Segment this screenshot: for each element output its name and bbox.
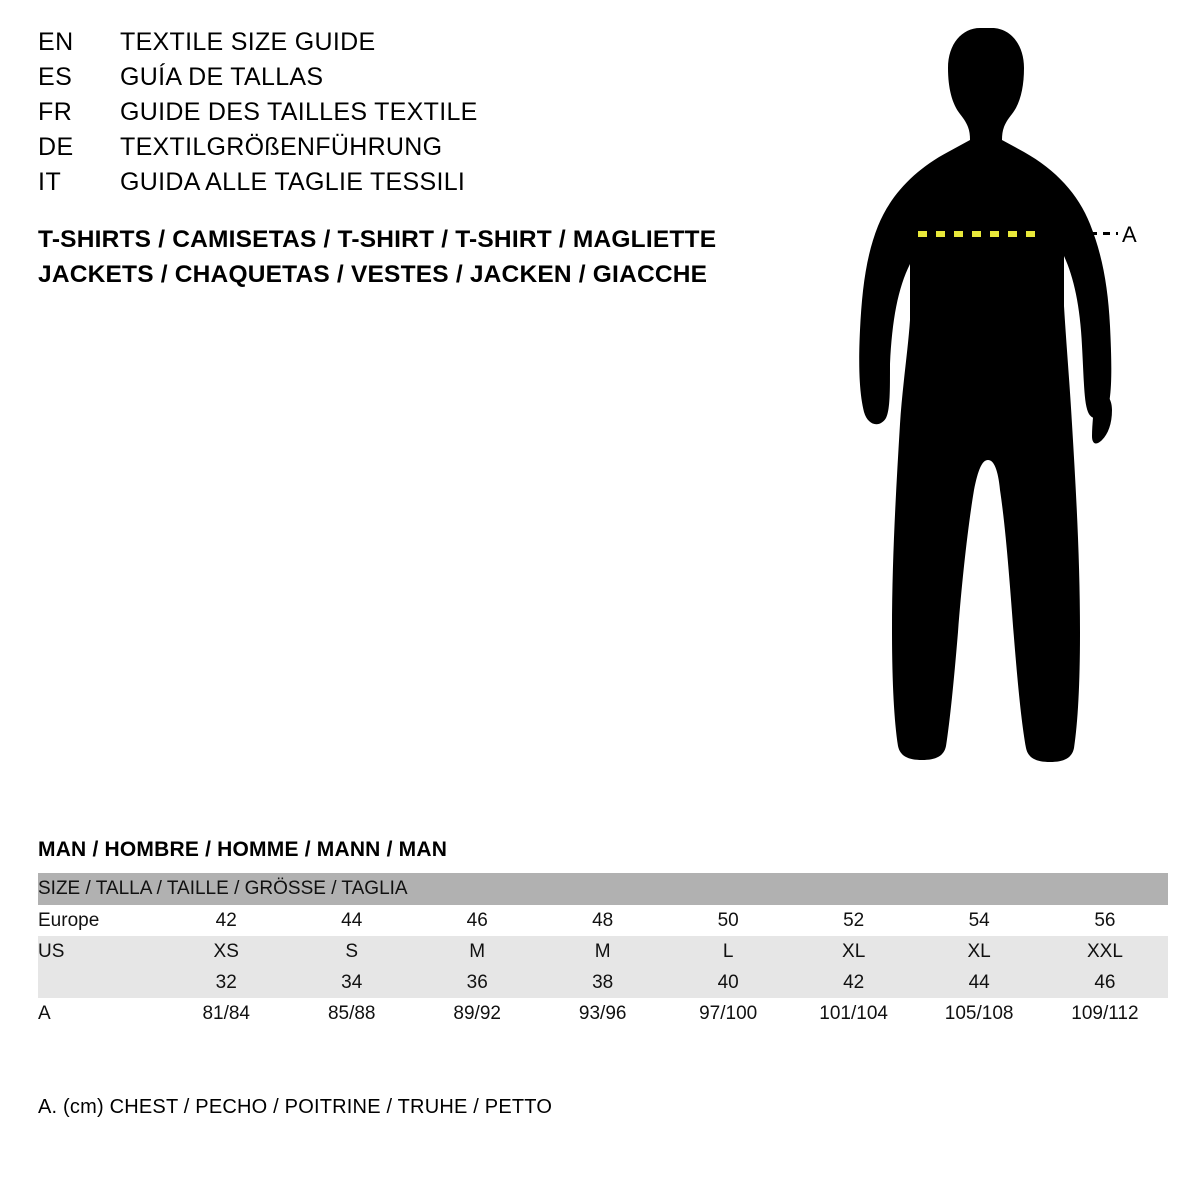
row-label-a: A	[38, 998, 163, 1029]
row-label-us: US	[38, 936, 163, 967]
cell-chest-0: 81/84	[163, 998, 288, 1029]
cell-europe-6: 54	[916, 905, 1041, 936]
cell-numeric-1: 34	[289, 967, 414, 998]
size-table-section	[38, 838, 1168, 1029]
table-group-title: MAN / HOMBRE / HOMME / MANN / MAN	[38, 838, 448, 861]
language-row-en	[38, 28, 758, 63]
cell-europe-3: 48	[540, 905, 665, 936]
language-title-fr: GUIDE DES TAILLES TEXTILE	[120, 98, 478, 126]
cell-numeric-7: 46	[1042, 967, 1168, 998]
row-label-europe: Europe	[38, 905, 163, 936]
language-title-it: GUIDA ALLE TAGLIE TESSILI	[120, 168, 466, 196]
cell-chest-3: 93/96	[540, 998, 665, 1029]
row-label-numeric	[38, 967, 163, 998]
language-code-it: IT	[38, 168, 62, 196]
category-list	[38, 222, 798, 292]
cell-us-2: M	[414, 936, 539, 967]
cell-us-1: S	[289, 936, 414, 967]
cell-europe-1: 44	[289, 905, 414, 936]
table-row	[38, 998, 1168, 1029]
language-title-en: TEXTILE SIZE GUIDE	[120, 28, 376, 56]
footnote-chest: A. (cm) CHEST / PECHO / POITRINE / TRUHE / PETTO	[38, 1096, 553, 1118]
cell-europe-2: 46	[414, 905, 539, 936]
cell-numeric-4: 40	[665, 967, 790, 998]
cell-chest-7: 109/112	[1042, 998, 1168, 1029]
cell-numeric-5: 42	[791, 967, 916, 998]
cell-chest-6: 105/108	[916, 998, 1041, 1029]
measure-label-a: A	[1122, 222, 1137, 247]
language-title-de: TEXTILGRÖßENFÜHRUNG	[120, 133, 443, 161]
cell-chest-2: 89/92	[414, 998, 539, 1029]
cell-chest-4: 97/100	[665, 998, 790, 1029]
cell-chest-1: 85/88	[289, 998, 414, 1029]
cell-chest-5: 101/104	[791, 998, 916, 1029]
table-header-label: SIZE / TALLA / TAILLE / GRÖSSE / TAGLIA	[38, 873, 1168, 905]
cell-us-0: XS	[163, 936, 288, 967]
language-row-es	[38, 63, 758, 98]
size-table	[38, 873, 1168, 1029]
measure-pointer-icon	[1090, 232, 1118, 235]
table-header-row	[38, 873, 1168, 905]
body-silhouette-icon	[830, 20, 1190, 790]
cell-europe-5: 52	[791, 905, 916, 936]
cell-us-4: L	[665, 936, 790, 967]
language-row-fr	[38, 98, 758, 133]
category-tshirts: T-SHIRTS / CAMISETAS / T-SHIRT / T-SHIRT / MAGLIETTE	[38, 226, 717, 253]
cell-numeric-0: 32	[163, 967, 288, 998]
language-code-en: EN	[38, 28, 74, 56]
category-jackets: JACKETS / CHAQUETAS / VESTES / JACKEN / GIACCHE	[38, 261, 708, 288]
cell-numeric-6: 44	[916, 967, 1041, 998]
cell-us-6: XL	[916, 936, 1041, 967]
cell-us-3: M	[540, 936, 665, 967]
table-row	[38, 905, 1168, 936]
language-code-es: ES	[38, 63, 73, 91]
cell-numeric-3: 38	[540, 967, 665, 998]
cell-us-7: XXL	[1042, 936, 1168, 967]
language-row-it	[38, 168, 758, 203]
cell-europe-0: 42	[163, 905, 288, 936]
mannequin-figure	[830, 20, 1190, 790]
language-row-de	[38, 133, 758, 168]
language-code-de: DE	[38, 133, 74, 161]
cell-numeric-2: 36	[414, 967, 539, 998]
cell-europe-4: 50	[665, 905, 790, 936]
language-list	[38, 28, 758, 203]
table-row	[38, 967, 1168, 998]
cell-us-5: XL	[791, 936, 916, 967]
language-title-es: GUÍA DE TALLAS	[120, 63, 324, 91]
language-code-fr: FR	[38, 98, 73, 126]
table-row	[38, 936, 1168, 967]
cell-europe-7: 56	[1042, 905, 1168, 936]
